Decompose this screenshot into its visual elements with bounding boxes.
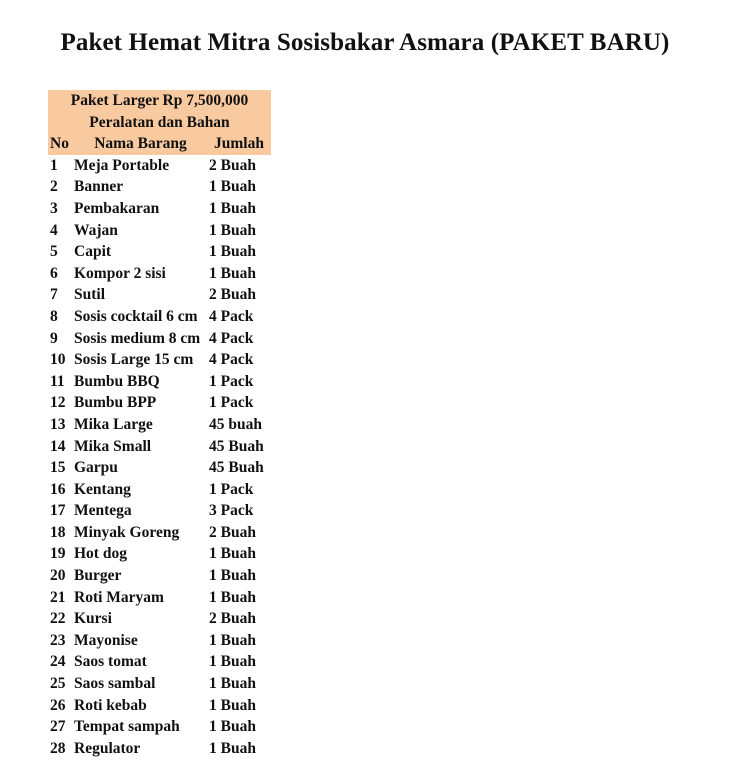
row-number: 22	[50, 610, 66, 628]
row-number: 20	[50, 567, 66, 585]
table-row	[48, 500, 271, 522]
item-quantity: 4 Pack	[209, 351, 254, 369]
item-quantity: 1 Buah	[209, 243, 256, 261]
row-number: 3	[50, 199, 58, 217]
item-name: Saos tomat	[74, 653, 147, 671]
table-row	[48, 565, 271, 587]
item-quantity: 1 Buah	[209, 221, 256, 239]
item-name: Capit	[74, 243, 112, 261]
item-quantity: 45 Buah	[209, 459, 264, 477]
item-quantity: 1 Buah	[209, 718, 256, 736]
table-row	[48, 543, 271, 565]
table-row	[48, 651, 271, 673]
item-quantity: 1 Pack	[209, 480, 254, 498]
package-row	[48, 90, 271, 112]
table-row	[48, 479, 271, 501]
item-quantity: 2 Buah	[209, 523, 256, 541]
item-name: Sutil	[74, 286, 106, 304]
table-row	[48, 695, 271, 717]
item-quantity: 2 Buah	[209, 156, 256, 174]
row-number: 19	[50, 545, 66, 563]
column-header-name: Nama Barang	[74, 133, 207, 155]
column-header-no: No	[48, 133, 74, 155]
package-table	[48, 90, 271, 759]
table-row	[48, 608, 271, 630]
item-quantity: 1 Buah	[209, 199, 256, 217]
table-row	[48, 155, 271, 177]
item-quantity: 1 Buah	[209, 696, 256, 714]
row-number: 26	[50, 696, 66, 714]
row-number: 4	[50, 221, 58, 239]
row-number: 25	[50, 675, 66, 693]
table-row	[48, 241, 271, 263]
table-row	[48, 284, 271, 306]
row-number: 16	[50, 480, 66, 498]
item-quantity: 3 Pack	[209, 502, 254, 520]
item-name: Kentang	[74, 480, 131, 498]
row-number: 15	[50, 459, 66, 477]
table-row	[48, 176, 271, 198]
row-number: 13	[50, 415, 66, 433]
item-quantity: 1 Buah	[209, 739, 256, 757]
item-name: Meja Portable	[74, 156, 170, 174]
item-quantity: 1 Pack	[209, 372, 254, 390]
item-name: Mayonise	[74, 631, 138, 649]
row-number: 1	[50, 156, 58, 174]
section-label: Peralatan dan Bahan	[48, 112, 271, 134]
table-row	[48, 738, 271, 760]
item-quantity: 1 Buah	[209, 178, 256, 196]
package-label: Paket Larger Rp 7,500,000	[48, 90, 271, 112]
row-number: 27	[50, 718, 66, 736]
row-number: 17	[50, 502, 66, 520]
item-name: Minyak Goreng	[74, 523, 180, 541]
page-title: Paket Hemat Mitra Sosisbakar Asmara (PAKET BARU)	[60, 29, 670, 56]
item-quantity: 45 buah	[209, 415, 262, 433]
item-name: Mika Large	[74, 415, 153, 433]
row-number: 2	[50, 178, 58, 196]
item-name: Kompor 2 sisi	[74, 264, 166, 282]
section-row	[48, 112, 271, 134]
row-number: 14	[50, 437, 66, 455]
item-name: Regulator	[74, 739, 141, 757]
item-name: Pembakaran	[74, 199, 160, 217]
row-number: 5	[50, 243, 58, 261]
row-number: 11	[50, 372, 65, 390]
table-row	[48, 220, 271, 242]
item-quantity: 2 Buah	[209, 286, 256, 304]
table-row	[48, 392, 271, 414]
row-number: 9	[50, 329, 58, 347]
item-name: Mentega	[74, 502, 132, 520]
row-number: 23	[50, 631, 66, 649]
item-quantity: 1 Buah	[209, 631, 256, 649]
row-number: 21	[50, 588, 66, 606]
item-quantity: 1 Buah	[209, 264, 256, 282]
item-quantity: 4 Pack	[209, 329, 254, 347]
row-number: 28	[50, 739, 66, 757]
item-quantity: 2 Buah	[209, 610, 256, 628]
item-quantity: 45 Buah	[209, 437, 264, 455]
item-quantity: 1 Pack	[209, 394, 254, 412]
item-name: Tempat sampah	[74, 718, 180, 736]
table-row	[48, 306, 271, 328]
row-number: 8	[50, 307, 58, 325]
item-quantity: 1 Buah	[209, 567, 256, 585]
item-name: Roti Maryam	[74, 588, 164, 606]
item-name: Bumbu BPP	[74, 394, 157, 412]
item-quantity: 1 Buah	[209, 653, 256, 671]
item-name: Banner	[74, 178, 124, 196]
table-row	[48, 436, 271, 458]
item-quantity: 1 Buah	[209, 545, 256, 563]
row-number: 24	[50, 653, 66, 671]
item-name: Burger	[74, 567, 122, 585]
table-row	[48, 349, 271, 371]
table-row	[48, 371, 271, 393]
item-name: Kursi	[74, 610, 112, 628]
column-header-row	[48, 133, 271, 155]
table-row	[48, 587, 271, 609]
table-row	[48, 522, 271, 544]
item-name: Sosis cocktail 6 cm	[74, 307, 198, 325]
table-row	[48, 673, 271, 695]
table-row	[48, 414, 271, 436]
column-header-qty: Jumlah	[207, 133, 271, 155]
item-name: Roti kebab	[74, 696, 147, 714]
item-name: Hot dog	[74, 545, 127, 563]
table-row	[48, 263, 271, 285]
item-name: Wajan	[74, 221, 118, 239]
item-quantity: 1 Buah	[209, 588, 256, 606]
item-name: Sosis Large 15 cm	[74, 351, 194, 369]
row-number: 12	[50, 394, 66, 412]
row-number: 6	[50, 264, 58, 282]
item-quantity: 1 Buah	[209, 675, 256, 693]
table-row	[48, 630, 271, 652]
table-row	[48, 716, 271, 738]
table-row	[48, 328, 271, 350]
table-row	[48, 457, 271, 479]
row-number: 10	[50, 351, 66, 369]
item-name: Mika Small	[74, 437, 152, 455]
item-name: Sosis medium 8 cm	[74, 329, 201, 347]
row-number: 7	[50, 286, 58, 304]
table-body	[48, 155, 271, 760]
table-row	[48, 198, 271, 220]
item-name: Saos sambal	[74, 675, 156, 693]
item-name: Garpu	[74, 459, 118, 477]
row-number: 18	[50, 523, 66, 541]
item-name: Bumbu BBQ	[74, 372, 160, 390]
item-quantity: 4 Pack	[209, 307, 254, 325]
